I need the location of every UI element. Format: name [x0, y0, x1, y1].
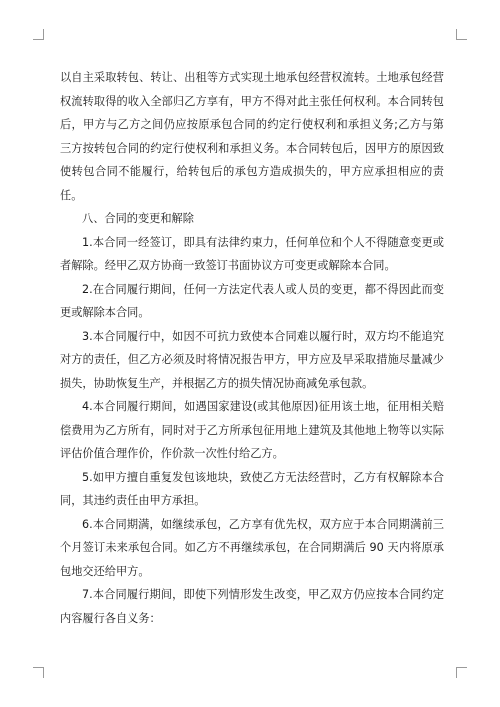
crop-mark-top-right	[456, 29, 467, 40]
crop-mark-bottom-left	[33, 667, 44, 678]
clause-6: 6.本合同期满，如继续承包，乙方享有优先权，双方应于本合同期满前三个月签订未来承包合同。如乙方不再继续承包，在合同期满后 90 天内将原承包地交还给甲方。	[60, 517, 444, 578]
crop-mark-bottom-right	[456, 667, 467, 678]
crop-mark-top-left	[33, 29, 44, 40]
paragraph-transfer-continued: 以自主采取转包、转让、出租等方式实现土地承包经营权流转。土地承包经营权流转取得的收入全部归乙方享有，甲方不得对此主张任何权利。本合同转包后，甲方与乙方之间仍应按原承包合同的约定行使权利和承担义务;乙方与第三方按转包合同的约定行使权利和承担义务。本合同转包后，因甲方的原因致使转包合同不能履行，给转包后的承包方造成损失的，甲方应承担相应的责任。	[60, 71, 444, 202]
clause-1: 1.本合同一经签订，即具有法律约束力，任何单位和个人不得随意变更或者解除。经甲乙双方协商一致签订书面协议方可变更或解除本合同。	[60, 235, 444, 272]
clause-2: 2.在合同履行期间，任何一方法定代表人或人员的变更，都不得因此而变更或解除本合同。	[60, 282, 444, 319]
section-heading-contract-change: 八、合同的变更和解除	[82, 212, 194, 225]
clause-5: 5.如甲方擅自重复发包该地块，致使乙方无法经营时，乙方有权解除本合同，其违约责任由甲方承担。	[60, 470, 444, 507]
clause-3: 3.本合同履行中，如因不可抗力致使本合同难以履行时，双方均不能追究对方的责任，但乙方必须及时将情况报告甲方，甲方应及早采取措施尽量减少损失，协助恢复生产，并根据乙方的损失情况协商减免承包款。	[60, 329, 444, 390]
document-body	[60, 66, 444, 630]
clause-7: 7.本合同履行期间，即使下列情形发生改变，甲乙双方仍应按本合同约定内容履行各自义务：	[60, 588, 444, 625]
clause-4: 4.本合同履行期间，如遇国家建设(或其他原因)征用该土地，征用相关赔偿费用为乙方所有，同时对于乙方所承包征用地上建筑及其他地上物等以实际评估价值合理作价，作价款一次性付给乙方。	[60, 400, 444, 460]
